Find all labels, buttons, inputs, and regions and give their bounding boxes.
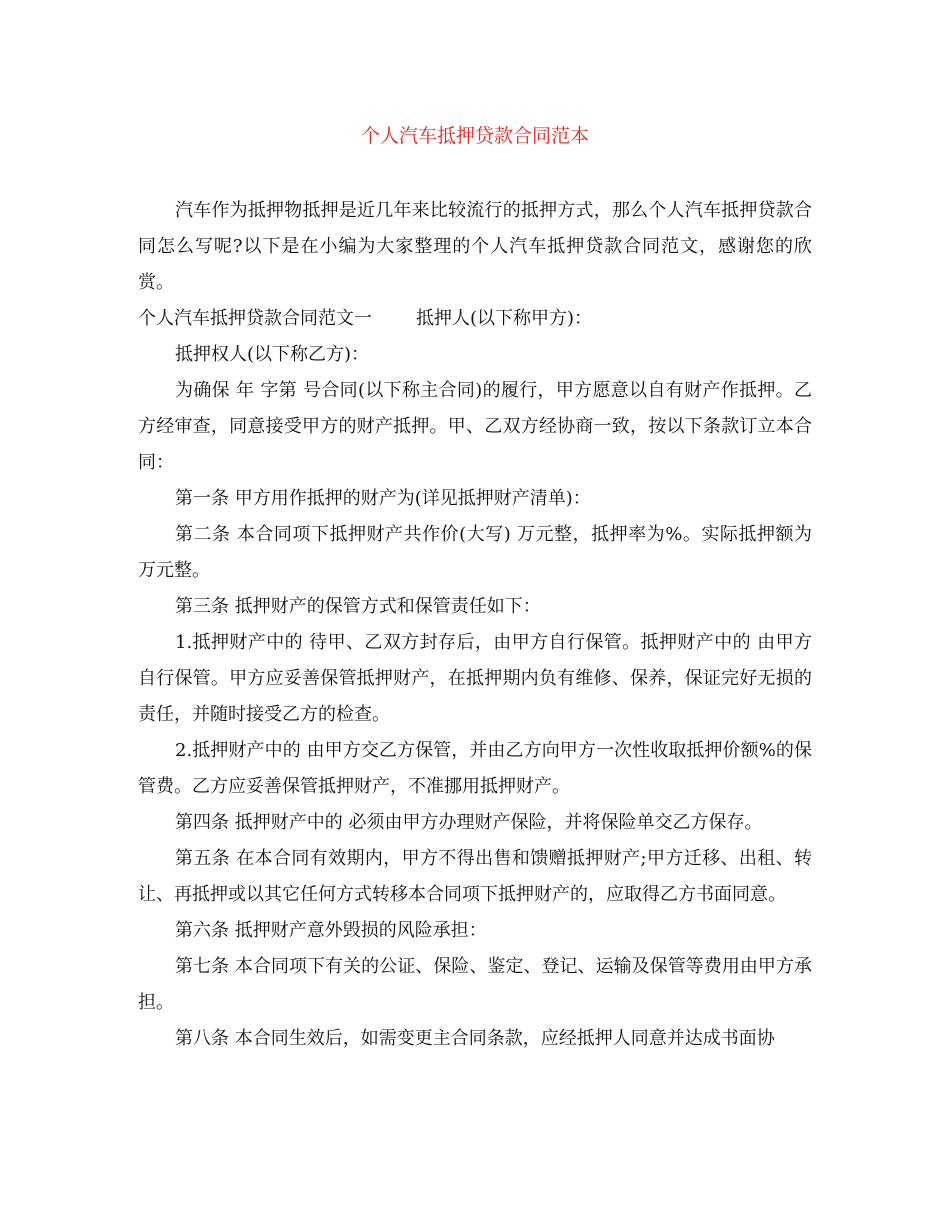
intro-paragraph: 汽车作为抵押物抵押是近几年来比较流行的抵押方式，那么个人汽车抵押贷款合同怎么写呢?以下是在小编为大家整理的个人汽车抵押贷款合同范文，感谢您的欣赏。: [138, 200, 812, 293]
article-3: 第三条 抵押财产的保管方式和保管责任如下：: [175, 596, 541, 617]
section-heading: 个人汽车抵押贷款合同范文一: [138, 308, 372, 329]
article-5: 第五条 在本合同有效期内，甲方不得出售和馈赠抵押财产;甲方迁移、出租、转让、再抵押或以其它任何方式转移本合同项下抵押财产的，应取得乙方书面同意。: [138, 848, 812, 905]
article-3-item-2: 2.抵押财产中的 由甲方交乙方保管，并由乙方向甲方一次性收取抵押价额%的保管费。乙方应妥善保管抵押财产，不准挪用抵押财产。: [138, 740, 812, 797]
document-body: [138, 193, 812, 1057]
article-4: 第四条 抵押财产中的 必须由甲方办理财产保险，并将保险单交乙方保存。: [175, 812, 763, 833]
mortgagor-label: 抵押人(以下称甲方)：: [416, 308, 593, 329]
article-8: 第八条 本合同生效后，如需变更主合同条款，应经抵押人同意并达成书面协: [175, 1028, 775, 1049]
preamble-paragraph: 为确保 年 字第 号合同(以下称主合同)的履行，甲方愿意以自有财产作抵押。乙方经审查，同意接受甲方的财产抵押。甲、乙双方经协商一致，按以下条款订立本合同：: [138, 380, 812, 473]
mortgagee-label: 抵押权人(以下称乙方)：: [175, 344, 370, 365]
document-title: 个人汽车抵押贷款合同范本: [360, 125, 589, 147]
article-1: 第一条 甲方用作抵押的财产为(详见抵押财产清单)：: [175, 488, 591, 509]
article-2: 第二条 本合同项下抵押财产共作价(大写) 万元整，抵押率为%。实际抵押额为 万元整。: [138, 524, 812, 581]
article-6: 第六条 抵押财产意外毁损的风险承担：: [175, 920, 487, 941]
article-7: 第七条 本合同项下有关的公证、保险、鉴定、登记、运输及保管等费用由甲方承担。: [138, 956, 812, 1013]
article-3-item-1: 1.抵押财产中的 待甲、乙双方封存后，由甲方自行保管。抵押财产中的 由甲方自行保管。甲方应妥善保管抵押财产，在抵押期内负有维修、保养，保证完好无损的责任，并随时接受乙方的检查。: [138, 632, 812, 725]
section-heading-line: [138, 301, 812, 337]
